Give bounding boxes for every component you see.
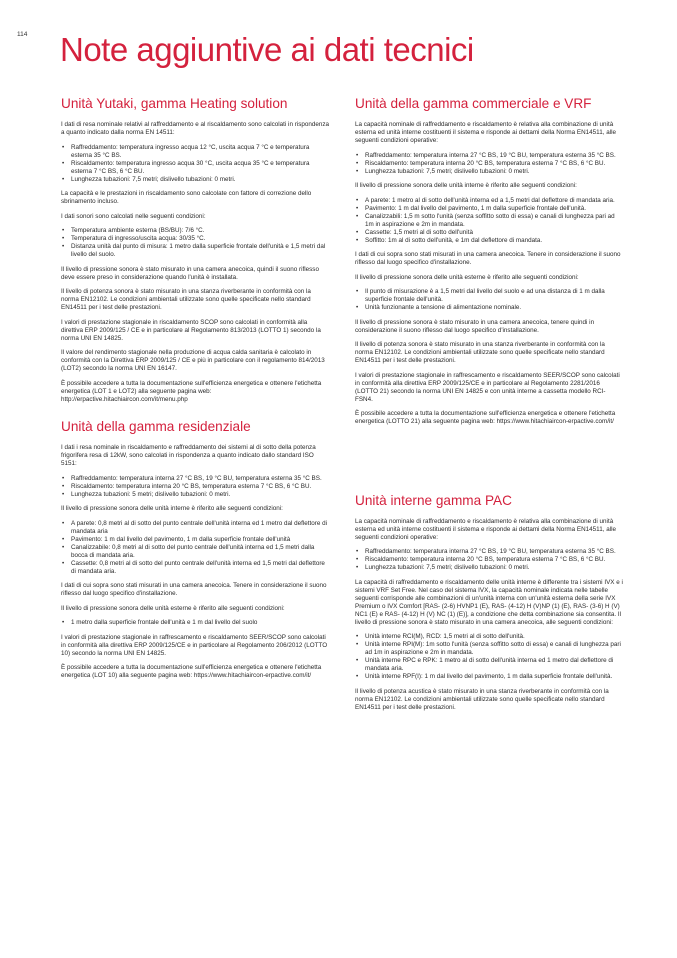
bullet-list: [355, 197, 623, 245]
bullet-list: [355, 548, 623, 572]
paragraph: I dati sonori sono calcolati nelle seguenti condizioni:: [61, 212, 206, 220]
paragraph: I dati di cui sopra sono stati misurati in una camera anecoica. Tenere in considerazione il suono riflesso dal luogo specifico d'installazione.: [355, 251, 621, 266]
paragraph: La capacità e le prestazioni in riscaldamento sono calcolate con fattore di correzione dello sbrinamento incluso.: [61, 190, 312, 205]
list-item: • Distanza unità dal punto di misura: 1 metro dalla superficie frontale dell'unità e 1,5 metri dal livello del suolo.: [61, 243, 329, 259]
section-pac: [355, 493, 623, 712]
paragraph: Il livello di pressione sonora delle unità interne è riferito alle seguenti condizioni:: [61, 505, 283, 512]
section-residenziale: [61, 419, 329, 680]
section-heading: Unità della gamma commerciale e VRF: [355, 96, 592, 111]
list-item: • Lunghezza tubazioni: 7,5 metri; dislivello tubazioni: 0 metri.: [355, 564, 623, 572]
list-item: • Unità interne RPF(I): 1 m dal livello del pavimento, 1 m dalla superficie frontale dell'unità.: [355, 673, 623, 681]
paragraph: I valori di prestazione stagionale in riscaldamento SCOP sono calcolati in conformità alla direttiva ERP 2009/125 / CE e in particolare al Regolamento 813/2013 (LOTTO 1) secondo la norma UNI EN 14825.: [61, 318, 321, 342]
list-item: • Unità funzionante a tensione di alimentazione nominale.: [355, 304, 623, 312]
bullet-list: [61, 520, 329, 576]
list-item: • 1 metro dalla superficie frontale dell'unità e 1 m dal livello del suolo: [61, 619, 329, 627]
section-heading: Unità interne gamma PAC: [355, 492, 512, 508]
right-column: [355, 96, 623, 718]
paragraph: Il valore del rendimento stagionale nella produzione di acqua calda sanitaria è calcolato in conformità con la Direttiva ERP 2009/125 / CE e più in particolare con il regolamento 814/2013 (LOT2) secondo la norma UNI EN 16147.: [61, 349, 325, 372]
list-item: • Canalizzabili: 1,5 m sotto l'unità (senza soffitto sotto di essa) e canali di lunghezza pari ad 1m in aspirazione e 2m in mandata.: [355, 213, 623, 229]
paragraph: I dati di resa nominale relativi al raffreddamento e al riscaldamento sono calcolati in rispondenza a quanto indicato dalla norma EN 14511:: [61, 121, 329, 136]
paragraph: La capacità nominale di raffreddamento e riscaldamento è relativa alla combinazione di unità esterna ed unità interne costituenti il sistema e risponde ai dettami della Norma EN14511, alle seguenti condizioni operative:: [355, 517, 616, 541]
paragraph: I dati i resa nominale in riscaldamento e raffreddamento dei sistemi al di sotto della potenza frigorifera resa di 12kW, sono calcolati in rispondenza a quanto indicato dallo standard ISO 5151:: [61, 444, 316, 467]
section-heading: Unità Yutaki, gamma Heating solution: [61, 96, 288, 111]
list-item: • Lunghezza tubazioni: 7,5 metri; dislivello tubazioni: 0 metri.: [355, 168, 623, 176]
list-item: • Temperatura ambiente esterna (BS/BU): 7/6 °C.: [61, 227, 329, 235]
paragraph: La capacità nominale di raffreddamento e riscaldamento è relativa alla combinazione di unità esterna ed unità interne costituenti il sistema e risponde ai dettami della Norma EN14511, alle seguenti condizioni operative:: [355, 121, 616, 144]
bullet-list: [61, 475, 329, 499]
paragraph: I valori di prestazione stagionale in raffrescamento e riscaldamento SEER/SCOP sono calcolati in conformità alla direttiva ERP 2009/125/CE e in particolare al Regolamento 2281/2016 (LOTTO 21) secondo la norma UNI EN 14825 e con unità interne a cassetta modello RCI-FSN4.: [355, 371, 620, 403]
list-item: • Raffreddamento: temperatura ingresso acqua 12 °C, uscita acqua 7 °C e temperatura esterna 35 °C BS.: [61, 144, 329, 160]
list-item: • Riscaldamento: temperatura interna 20 °C BS, temperatura esterna 7 °C BS, 6 °C BU.: [355, 160, 623, 168]
list-item: • Pavimento: 1 m dal livello del pavimento, 1 m dalla superficie frontale dell'unità.: [355, 205, 623, 213]
list-item: • A parete: 0,8 metri al di sotto del punto centrale dell'unità interna ed 1 metro dal deflettore di mandata aria: [61, 520, 329, 536]
paragraph: Il livello di pressione sonora delle unità esterne è riferito alle seguenti condizioni:: [355, 273, 579, 281]
list-item: • Riscaldamento: temperatura interna 20 °C BS, temperatura esterna 7 °C BS, 6 °C BU.: [355, 556, 623, 564]
bullet-list: [61, 227, 329, 259]
page-title: Note aggiuntive ai dati tecnici: [60, 31, 474, 68]
section-heading: Unità della gamma residenziale: [61, 419, 251, 434]
bullet-list: [61, 144, 329, 184]
paragraph: Il livello di potenza sonora è stato misurato in una stanza riverberante in conformità con la norma EN12102. Le condizioni ambientali utilizzate sono quelle specificate nello standard EN14511 per i test delle prestazioni.: [355, 341, 605, 364]
bullet-list: [355, 633, 623, 681]
list-item: • Raffreddamento: temperatura interna 27 °C BS, 19 °C BU, temperatura esterna 35 °C BS.: [355, 548, 623, 556]
bullet-list: [355, 288, 623, 312]
list-item: • Raffreddamento: temperatura interna 27 °C BS, 19 °C BU, temperatura esterna 35 °C BS.: [355, 152, 623, 160]
list-item: • Cassette: 0,8 metri al di sotto del punto centrale dell'unità interna ed 1,5 metri dal deflettore di mandata aria.: [61, 560, 329, 576]
paragraph: I valori di prestazione stagionale in raffrescamento e riscaldamento SEER/SCOP sono calcolati in conformità alla direttiva ERP 2009/125/CE e in particolare al Regolamento 206/2012 (LOTTO 10) secondo la norma UNI EN 14825.: [61, 633, 328, 657]
list-item: • Soffitto: 1m al di sotto dell'unità, e 1m dal deflettore di mandata.: [355, 237, 623, 245]
paragraph: Il livello di pressione sonora delle unità interne è riferito alle seguenti condizioni:: [355, 182, 577, 189]
section-vrf: [355, 96, 623, 426]
bullet-list: [355, 152, 623, 176]
list-item: • Lunghezza tubazioni: 7,5 metri; dislivello tubazioni: 0 metri.: [61, 176, 329, 184]
paragraph: Il livello di pressione sonora delle unità esterne è riferito alle seguenti condizioni:: [61, 604, 285, 612]
bullet-list: [61, 619, 329, 627]
left-column: [61, 96, 329, 687]
list-item: • Cassette: 1,5 metri al di sotto dell'unità: [355, 229, 623, 237]
list-item: • Riscaldamento: temperatura ingresso acqua 30 °C, uscita acqua 35 °C e temperatura esterna 7 °C BS, 6 °C BU.: [61, 160, 329, 176]
paragraph: Il livello di potenza acustica è stato misurato in una stanza riverberante in conformità con la norma EN12102. Le condizioni ambientali utilizzate sono quelle specificate nello standard EN14511 per i test delle prestazioni.: [355, 687, 609, 711]
page-number: 114: [17, 31, 28, 38]
list-item: • Canalizzabile: 0,8 metri al di sotto del punto centrale dell'unità interna ed 1,5 metri dalla bocca di mandata aria.: [61, 544, 329, 560]
list-item: • Raffreddamento: temperatura interna 27 °C BS, 19 °C BU, temperatura esterna 35 °C BS.: [61, 475, 329, 483]
paragraph: Il livello di pressione sonora è stato misurato in una camera anecoica, tenere quindi in considerazione il suono riflesso dal luogo specifico d'installazione.: [355, 318, 595, 334]
paragraph-link: È possibile accedere a tutta la documentazione sull'efficienza energetica e ottenere l'etichetta energetica (LOT 1 e LOT2) alla seguente pagina web: http://erpactive.hitachiaircon.com/it/menu.php: [61, 379, 322, 403]
paragraph-link: È possibile accedere a tutta la documentazione sull'efficienza energetica e ottenere l'etichetta energetica (LOT 10) alla seguente pagina web: https://www.hitachiaircon-erpactive.com/it/: [61, 664, 322, 679]
list-item: • Unità interne RPC e RPK: 1 metro al di sotto dell'unità interna ed 1 metro dal deflettore di mandata aria.: [355, 657, 623, 673]
paragraph: I dati di cui sopra sono stati misurati in una camera anecoica. Tenere in considerazione il suono riflesso dal luogo specifico d'installazione.: [61, 582, 327, 597]
paragraph: Il livello di potenza sonora è stato misurato in una stanza riverberante in conformità con la norma EN12102. Le condizioni ambientali utilizzate sono quelle specificate nello standard EN14511 per i test delle prestazioni.: [61, 288, 311, 311]
section-yutaki: [61, 96, 329, 404]
list-item: • Temperatura di ingresso/uscita acqua: 30/35 °C.: [61, 235, 329, 243]
list-item: • Unità interne RCI(M), RCD: 1,5 metri al di sotto dell'unità.: [355, 633, 623, 641]
list-item: • Unità interne RPI(M): 1m sotto l'unità (senza soffitto sotto di essa) e canali di lunghezza pari ad 1m in aspirazione e 2m in mandata.: [355, 641, 623, 657]
paragraph: Il livello di pressione sonora è stato misurato in una camera anecoica, quindi il suono riflesso deve essere preso in considerazione quando l'unità è installata.: [61, 265, 319, 281]
list-item: • Riscaldamento: temperatura interna 20 °C BS, temperatura esterna 7 °C BS, 6 °C BU.: [61, 483, 329, 491]
list-item: • Il punto di misurazione è a 1,5 metri dal livello del suolo e ad una distanza di 1 m dalla superficie frontale dell'unità.: [355, 288, 623, 304]
list-item: • Lunghezza tubazioni: 5 metri; dislivello tubazioni: 0 metri.: [61, 491, 329, 499]
paragraph-link: È possibile accedere a tutta la documentazione sull'efficienza energetica e ottenere l'etichetta energetica (LOTTO 21) alla seguente pagina web: https://www.hitachiaircon-erpactive.com/it/: [355, 410, 616, 425]
paragraph: La capacità di raffreddamento e riscaldamento delle unità interne è differente tra i sistemi IVX e i sistemi VRF Set Free. Nel caso del sistema IVX, la capacità nominale indicata nelle tabelle seguenti corrisponde alle combinazioni di un'unità interna con un'unità esterna della serie IVX Premium o IVX Comfort [RAS- (2-6) HVNP1 (E), RAS- (4-12) H (V)NP (1) (E), RAS- (3-6) H (V) NC1 (E) e RAS- (4-12) H (V) NC (1) (E)], a condizione che detta combinazione sia consentita. Il livello di pressione sonora è stato misurato in una camera anecoica, alle seguenti condizioni:: [355, 578, 623, 626]
list-item: • Pavimento: 1 m dal livello del pavimento, 1 m dalla superficie frontale dell'unità: [61, 536, 329, 544]
list-item: • A parete: 1 metro al di sotto dell'unità interna ed a 1,5 metri dal deflettore di mandata aria.: [355, 197, 623, 205]
